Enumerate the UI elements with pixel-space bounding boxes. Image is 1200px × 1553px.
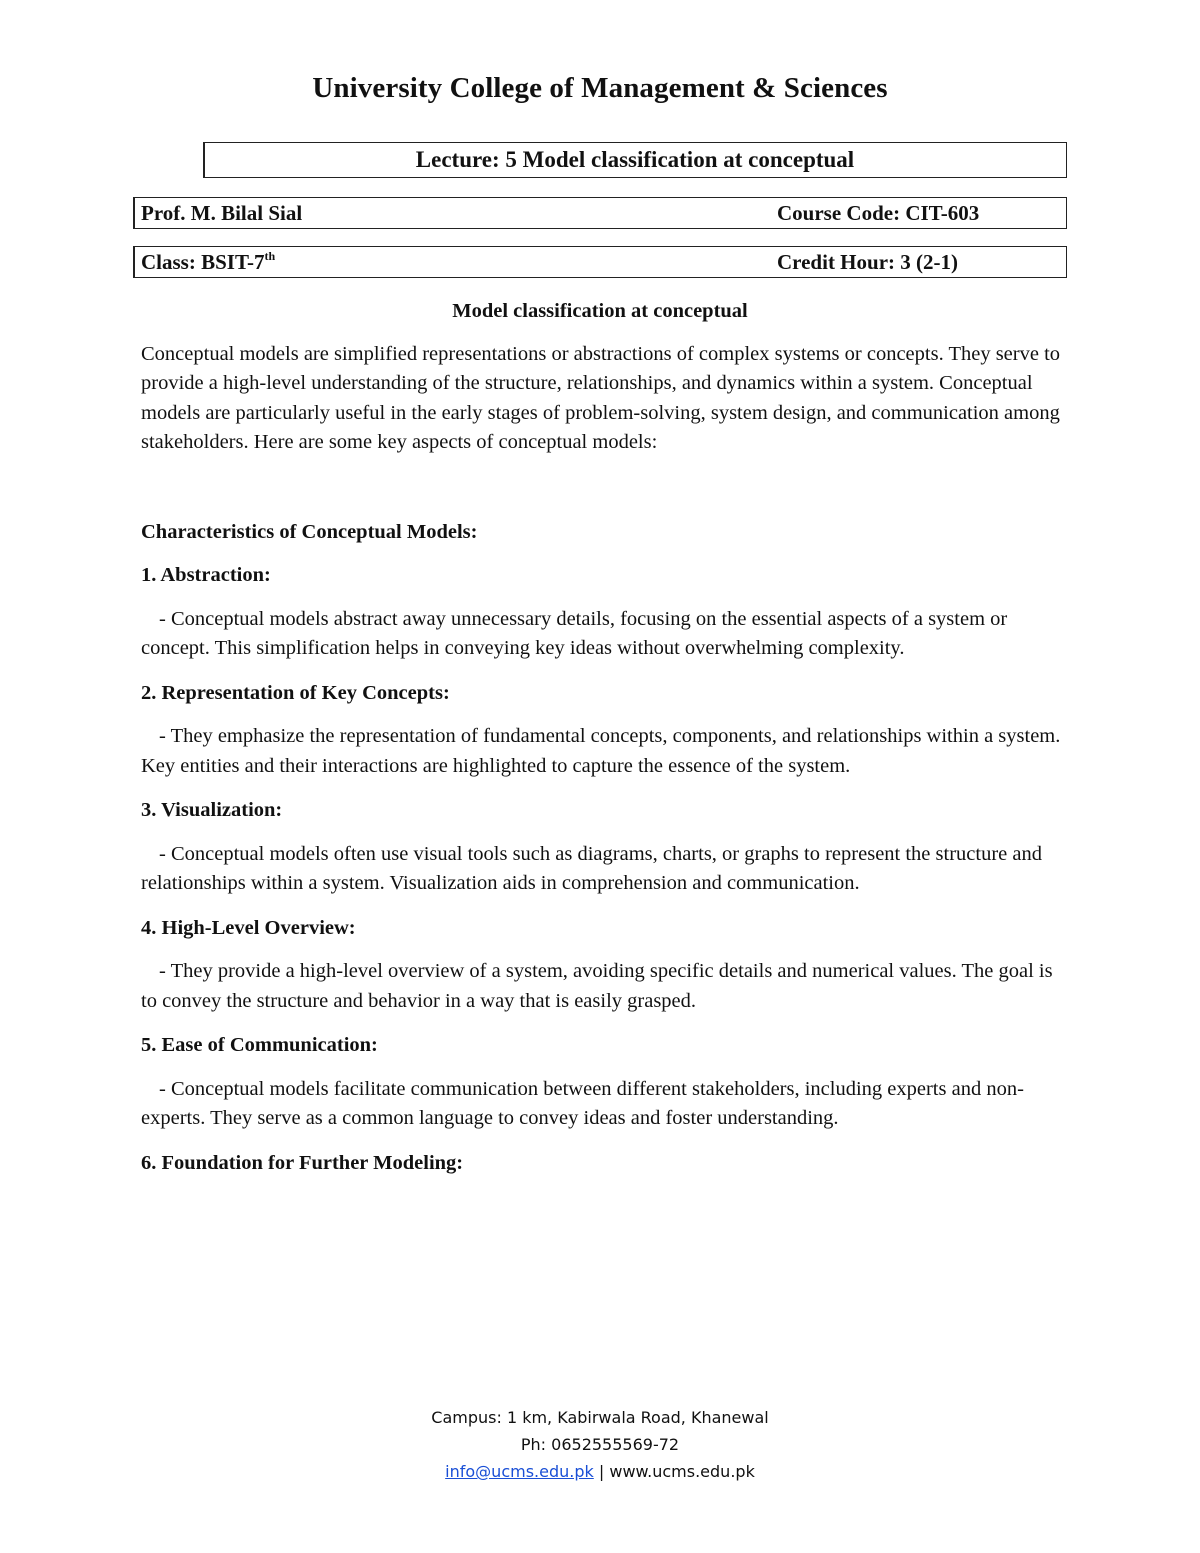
website-text: www.ucms.edu.pk: [609, 1462, 755, 1481]
lecture-banner: [203, 142, 1067, 178]
item-heading-foundation: 6. Foundation for Further Modeling:: [141, 1151, 464, 1174]
intro-paragraph: Conceptual models are simplified representations or abstractions of complex systems or concepts. They serve to provide a high-level understanding of the structure, relationships, and dynamics within a system. Conceptual models are particularly useful in the early stages of problem-solving, system design, and communication among stakeholders. Here are some key aspects of conceptual models:: [141, 342, 1061, 453]
credit-hour: Credit Hour: 3 (2-1): [777, 250, 958, 274]
professor-name: Prof. M. Bilal Sial: [141, 201, 303, 225]
characteristics-heading: Characteristics of Conceptual Models:: [141, 520, 478, 543]
class-info: [141, 250, 275, 275]
phone-number: Ph: 0652555569-72: [520, 1435, 680, 1454]
item-heading-representation: 2. Representation of Key Concepts:: [141, 681, 450, 704]
item-text-overview: - They provide a high-level overview of a system, avoiding specific details and numerical values. The goal is to convey the structure and behavior in a way that is easily grasped.: [141, 960, 1053, 1012]
email-link[interactable]: info@ucms.edu.pk: [445, 1462, 594, 1481]
info-row-class: [133, 246, 1067, 278]
item-text-abstraction: - Conceptual models abstract away unnecessary details, focusing on the essential aspects of a system or concept. This simplification helps in conveying key ideas without overwhelming complexity.: [141, 607, 1008, 659]
item-text-visualization: - Conceptual models often use visual tools such as diagrams, charts, or graphs to represent the structure and relationships within a system. Visualization aids in comprehension and communication.: [141, 842, 1042, 894]
item-heading-abstraction: 1. Abstraction:: [141, 564, 271, 586]
course-code: Course Code: CIT-603: [777, 201, 980, 225]
institution-title: University College of Management & Sciences: [312, 72, 888, 104]
info-row-professor: [133, 197, 1067, 229]
item-heading-visualization: 3. Visualization:: [141, 799, 283, 821]
item-text-communication: - Conceptual models facilitate communication between different stakeholders, including experts and non-experts. They serve as a common language to convey ideas and foster understanding.: [141, 1077, 1024, 1129]
campus-address: Campus: 1 km, Kabirwala Road, Khanewal: [431, 1408, 769, 1427]
lecture-title: Lecture: 5 Model classification at conceptual: [415, 147, 855, 172]
document-body: [141, 297, 1061, 1192]
separator: |: [598, 1462, 605, 1481]
item-text-representation: - They emphasize the representation of fundamental concepts, components, and relationships within a system. Key entities and their interactions are highlighted to capture the essence of the system.: [141, 725, 1061, 777]
item-heading-overview: 4. High-Level Overview:: [141, 916, 356, 939]
section-subtitle: Model classification at conceptual: [452, 300, 748, 322]
page-footer: [0, 1404, 1200, 1485]
class-superscript: th: [264, 249, 276, 263]
class-label: Class: BSIT-7: [141, 250, 265, 274]
item-heading-communication: 5. Ease of Communication:: [141, 1034, 378, 1056]
contact-line: [0, 1458, 1200, 1485]
